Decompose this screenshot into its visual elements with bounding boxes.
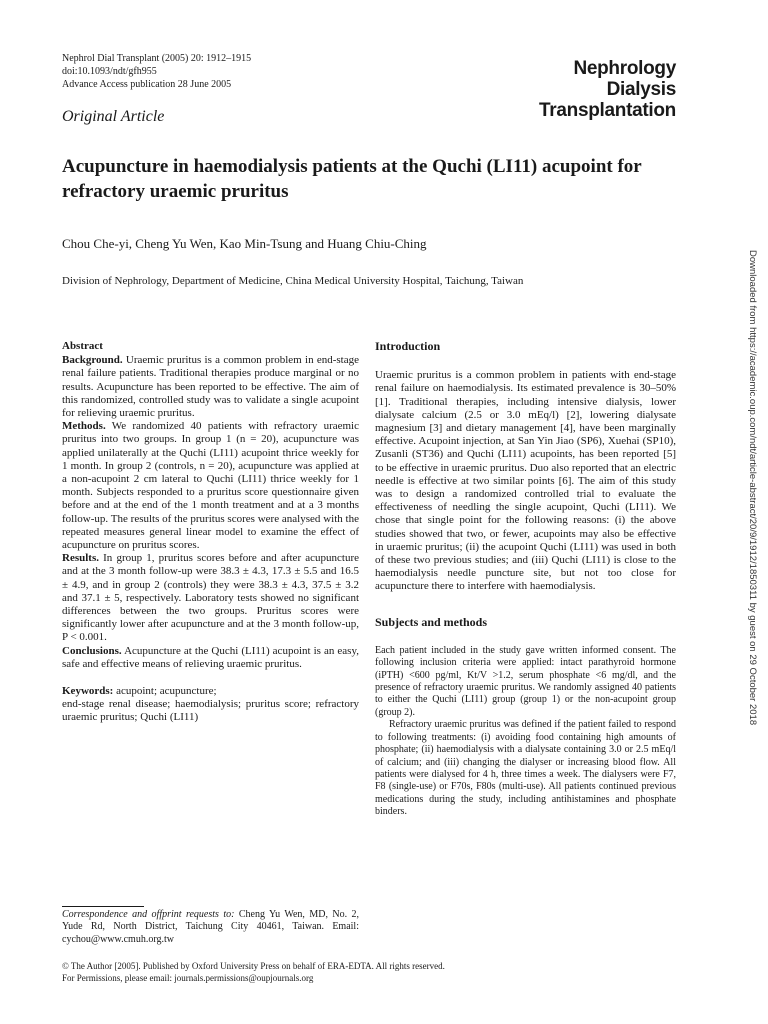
abstract-results <box>62 552 359 644</box>
keywords-line-1: acupoint; acupuncture; <box>116 685 217 698</box>
copyright-text: © The Author [2005]. Published by Oxford University Press on behalf of ERA-EDTA. All rights reserved. <box>62 961 445 971</box>
logo-line: Dialysis <box>606 79 676 100</box>
affiliation: Division of Nephrology, Department of Medicine, China Medical University Hospital, Taichung, Taiwan <box>62 275 524 287</box>
author-list: Chou Che-yi, Cheng Yu Wen, Kao Min-Tsung and Huang Chiu-Ching <box>62 236 427 251</box>
paper-title: Acupuncture in haemodialysis patients at the Quchi (LI11) acupoint for refractory uraemic pruritus <box>62 156 642 202</box>
journal-citation: Nephrol Dial Transplant (2005) 20: 1912–1915 <box>62 53 252 64</box>
correspondence-note <box>62 909 359 946</box>
introduction-heading: Introduction <box>375 339 441 353</box>
correspondence-text: Cheng Yu Wen, MD, No. 2, Yude Rd, North District, Taichung City 40461, Taiwan. Email: cychou@www.cmuh.org.tw <box>62 909 359 945</box>
access-date: Advance Access publication 28 June 2005 <box>62 79 232 90</box>
keywords <box>62 685 359 725</box>
methods-heading: Subjects and methods <box>375 614 488 629</box>
results-label: Results. <box>62 552 99 565</box>
body-column <box>375 340 676 819</box>
abstract-background <box>62 354 359 420</box>
methods-paragraph-2: Refractory uraemic pruritus was defined if the patient failed to respond to following treatments: (i) avoiding food containing high amounts of phosphate; (ii) haemodialysis with a dialysate containing 3.0 or 2.5 mEq/l of calcium; and (iii) changing the dialyser or increasing blood flow. All patients were dialysed for 4 h, three times a week. The dialysers were F7, F8 (single-use) or F70s, F80s (multi-use). All patients continued previous medications during the study, including antihistamines and phosphate binders. <box>375 719 676 818</box>
conclusions-label: Conclusions. <box>62 644 122 657</box>
methods-label: Methods. <box>62 420 106 433</box>
abstract-conclusions <box>62 645 359 671</box>
abstract-methods <box>62 420 359 552</box>
download-watermark-text: Downloaded from https://academic.oup.com/ndt/article-abstract/20/9/1912/1850311 by guest on 29 October 2018 <box>747 250 758 726</box>
results-text: In group 1, pruritus scores before and after acupuncture and at the 3 month follow-up were 38.3 ± 4.3, 17.3 ± 5.5 and 16.5 ± 4.9, and in group 2 (controls) they were 38.3 ± 4.3, 37.5 ± 3.2 and 37.1 ± 5, respectively. Laboratory tests showed no significant differences between the two groups. Pruritus scores were significantly lower after acupuncture and at the 3 month follow-up, P < 0.001. <box>62 552 360 644</box>
copyright-footer <box>62 961 445 984</box>
permissions-text: For Permissions, please email: journals.permissions@oupjournals.org <box>62 972 314 983</box>
keywords-line-2: end-stage renal disease; haemodialysis; pruritus score; refractory uraemic pruritus; Quchi (LI11) <box>62 698 359 724</box>
correspondence-label: Correspondence and offprint requests to: <box>62 909 235 920</box>
footnote-rule <box>62 906 144 907</box>
doi: doi:10.1093/ndt/gfh955 <box>62 66 157 77</box>
logo-line: Transplantation <box>539 100 676 121</box>
introduction-text: Uraemic pruritus is a common problem in patients with end-stage renal failure on haemodialysis. Its estimated prevalence is 30–50% [1]. Traditional therapies, including intensive dialysis, lower dialysate calcium (2.5 or 3.0 mEq/l) [2], lowering dialysate magnesium [3] and dietary management [4], have been marginally effective. Acupoint injection, at San Yin Jiao (SP6), Xuehai (SP10), Zusanli (ST36) and Quchi (LI11) acupoints, has been reported [5] to be effective in uraemic pruritus. Duo also reported that an electric needle is effective at two similar points [6]. The aim of this study was to design a randomized controlled trial to evaluate the effectiveness of needling the single acupoint, Quchi (LI11). We chose that single point for the following reasons: (i) the above studies showed that two, or fewer, acupoints may also be effective in uraemic pruritus; (ii) the acupoint Quchi (LI11) was used in both of these two previous studies; and (iii) Quchi (LI11) is close to the haemodialysis needle puncture site, but not too close for acupuncture there to interfere with haemodialysis. <box>375 369 676 593</box>
abstract-column <box>62 340 359 725</box>
background-text: Uraemic pruritus is a common problem in end-stage renal failure patients. Traditional therapies produce marginal or no results. Acupuncture has been reported to be effective. The aim of this randomized, controlled study was to validate a single acupoint for relieving uraemic pruritus. <box>62 354 359 420</box>
download-watermark <box>746 250 760 770</box>
keywords-label: Keywords: <box>62 685 114 698</box>
abstract-heading: Abstract <box>62 340 103 352</box>
article-type: Original Article <box>62 108 165 125</box>
logo-line: Nephrology <box>573 58 676 79</box>
methods-text: We randomized 40 patients with refractory uraemic pruritus into two groups. In group 1 (n = 20), acupuncture was applied unilaterally at the Quchi (LI11) acupoint thrice weekly for 1 month. In group 2 (controls, n = 20), acupuncture was applied at a non-acupoint 2 cm lateral to Quchi (LI11) thrice weekly for 1 month. Subjects responded to a pruritus score questionnaire given before and at the end of the 1 month treatment and at a 3 months follow-up. The results of the pruritus scores were analysed with the repeated measures general linear model to examine the effect of acupuncture on pruritus scores. <box>62 420 359 552</box>
conclusions-text: Acupuncture at the Quchi (LI11) acupoint is an easy, safe and effective means of relieving uraemic pruritus. <box>62 644 359 670</box>
journal-metadata <box>62 52 251 91</box>
journal-logo <box>539 58 676 121</box>
background-label: Background. <box>62 354 123 367</box>
methods-paragraph-1: Each patient included in the study gave written informed consent. The following inclusion criteria were applied: intact parathyroid hormone (iPTH) <600 pg/ml, Kt/V >1.2, serum phosphate <6 mg/dl, and the presence of refractory uraemic pruritus. We randomly assigned 40 patients to either the Quchi (LI11) group (group 1) or the non-acupoint group (group 2). <box>375 644 676 718</box>
